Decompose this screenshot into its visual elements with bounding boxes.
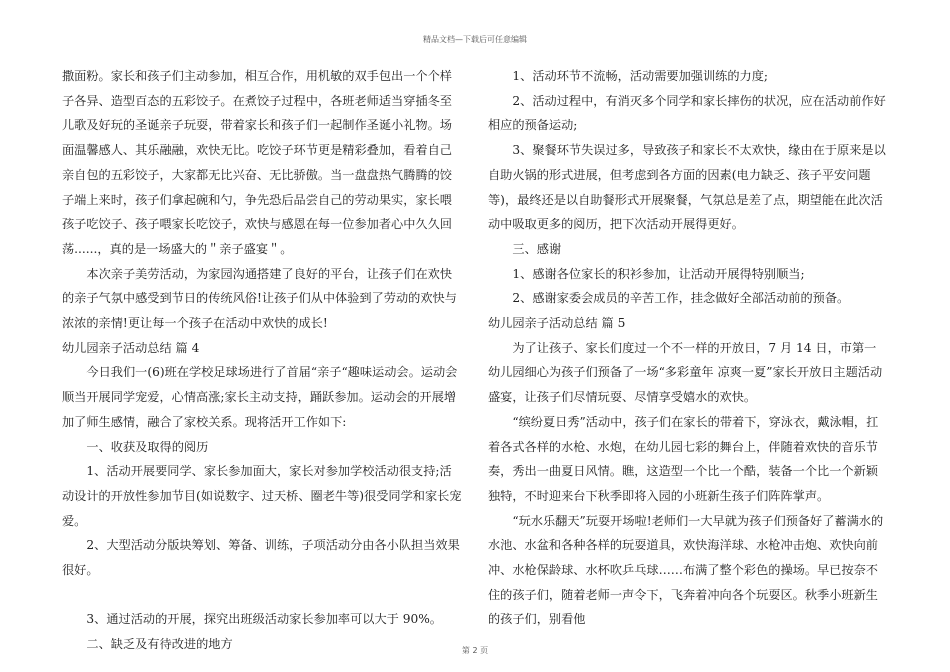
paragraph: “玩水乐翻天”玩耍开场啦!老师们一大早就为孩子们预备好了蓄满水的水池、水盆和各种各样的玩耍道具，欢快海洋球、水枪冲击炮、欢快向前冲、水枪保龄球、水杯吹乒乓球……布满了整个彩色的操场。早已按奈不住的孩子们，随着老师一声令下，飞奔着冲向各个玩耍区。秋季小班新生的孩子们，别看他 xyxy=(488,513,884,627)
page-number: 第 2 页 xyxy=(461,646,489,655)
spacer xyxy=(62,583,462,608)
list-item: 1、感谢各位家长的积衫参加，让活动开展得特别顺当; xyxy=(512,266,805,281)
list-item: 2、活动过程中，有消灭多个同学和家长摔伤的状况，应在活动前作好相应的预备运动; xyxy=(488,93,886,133)
list-item: 3、聚餐环节失误过多，导致孩子和家长不太欢快，缘由在于原来是以自助火锅的形式进展，但考虑到各方面的因素(电力缺乏、孩子平安问题等)，最终还是以自助餐形式开展聚餐，气氛总是差了点，期望能在此次活动中吸取更多的阅历，把下次活动开展得更好。 xyxy=(488,143,886,232)
subheading: 三、感谢 xyxy=(512,241,562,256)
page-header: 精品文档—下载后可任意编辑 xyxy=(423,35,527,44)
left-column xyxy=(62,64,462,657)
paragraph: 撒面粉。家长和孩子们主动参加，相互合作，用机敏的双手包出一个个样子各异、造型百态的五彩饺子。在煮饺子过程中，各班老师适当穿插冬至儿歌及好玩的圣诞亲子玩耍，带着家长和孩子们一起制作圣诞小礼物。场面温馨感人、其乐融融，欢快无比。吃饺子环节更是精彩叠加，看着自己亲自包的五彩饺子，大家都无比兴奋、无比骄傲。当一盘盘热气腾腾的饺子端上来时，孩子们拿起碗和勺，争先恐后品尝自己的劳动果实，家长喂孩子吃饺子、孩子喂家长吃饺子，欢快与感恩在每一位参加者心中久久回荡......，真的是一场盛大的＂亲子盛宴＂。 xyxy=(62,69,452,256)
list-item: 2、大型活动分版块筹划、筹备、训练，子项活动分由各小队担当效果很好。 xyxy=(62,538,460,578)
paragraph: 为了让孩子、家长们度过一个不一样的开放日，7 月 14 日，市第一幼儿园细心为孩子们预备了一场“多彩童年 凉爽一夏”家长开放日主题活动盛宴，让孩子们尽情玩耍、尽情享受嬉水的欢快。 xyxy=(488,340,883,405)
section-heading: 幼儿园亲子活动总结 篇 4 xyxy=(62,340,200,355)
right-column xyxy=(488,64,888,632)
paragraph: 今日我们一(6)班在学校足球场进行了首届“亲子“趣味运动会。运动会顺当开展同学宠爱，心情高涨;家长主动支持，踊跃参加。运动会的开展增加了师生感情，融合了家校关系。现将活开工作如下: xyxy=(62,365,458,429)
subheading: 二、缺乏及有待改进的地方 xyxy=(86,637,233,652)
list-item: 3、通过活动的开展，探究出班级活动家长参加率可以大于 90%。 xyxy=(86,612,442,627)
paragraph: 本次亲子美劳活动，为家园沟通搭建了良好的平台，让孩子们在欢快的亲子气氛中感受到节日的传统风俗!让孩子们从中体验到了劳动的欢快与浓浓的亲情!更让每一个孩子在活动中欢快的成长! xyxy=(62,266,457,331)
list-item: 1、活动环节不流畅，活动需要加强训练的力度; xyxy=(512,69,769,83)
paragraph: “缤纷夏日秀”活动中，孩子们在家长的带着下，穿泳衣，戴泳帽，扛着各式各样的水枪、水炮，在幼儿园七彩的舞台上，伴随着欢快的音乐节奏，秀出一曲夏日风情。瞧，这造型一个比一个酷，装备一个比一个新颖独特，不时迎来台下秋季即将入园的小班新生孩子们阵阵掌声。 xyxy=(488,414,879,503)
section-heading: 幼儿园亲子活动总结 篇 5 xyxy=(488,316,626,331)
list-item: 2、感谢家委会成员的辛苦工作，挂念做好全部活动前的预备。 xyxy=(512,291,850,306)
subheading: 一、收获及取得的阅历 xyxy=(86,439,209,454)
list-item: 1、活动开展要同学、家长参加面大，家长对参加学校活动很支持;活动设计的开放性参加节目(如说数字、过天桥、圈老牛等)很受同学和家长宠爱。 xyxy=(62,464,462,528)
